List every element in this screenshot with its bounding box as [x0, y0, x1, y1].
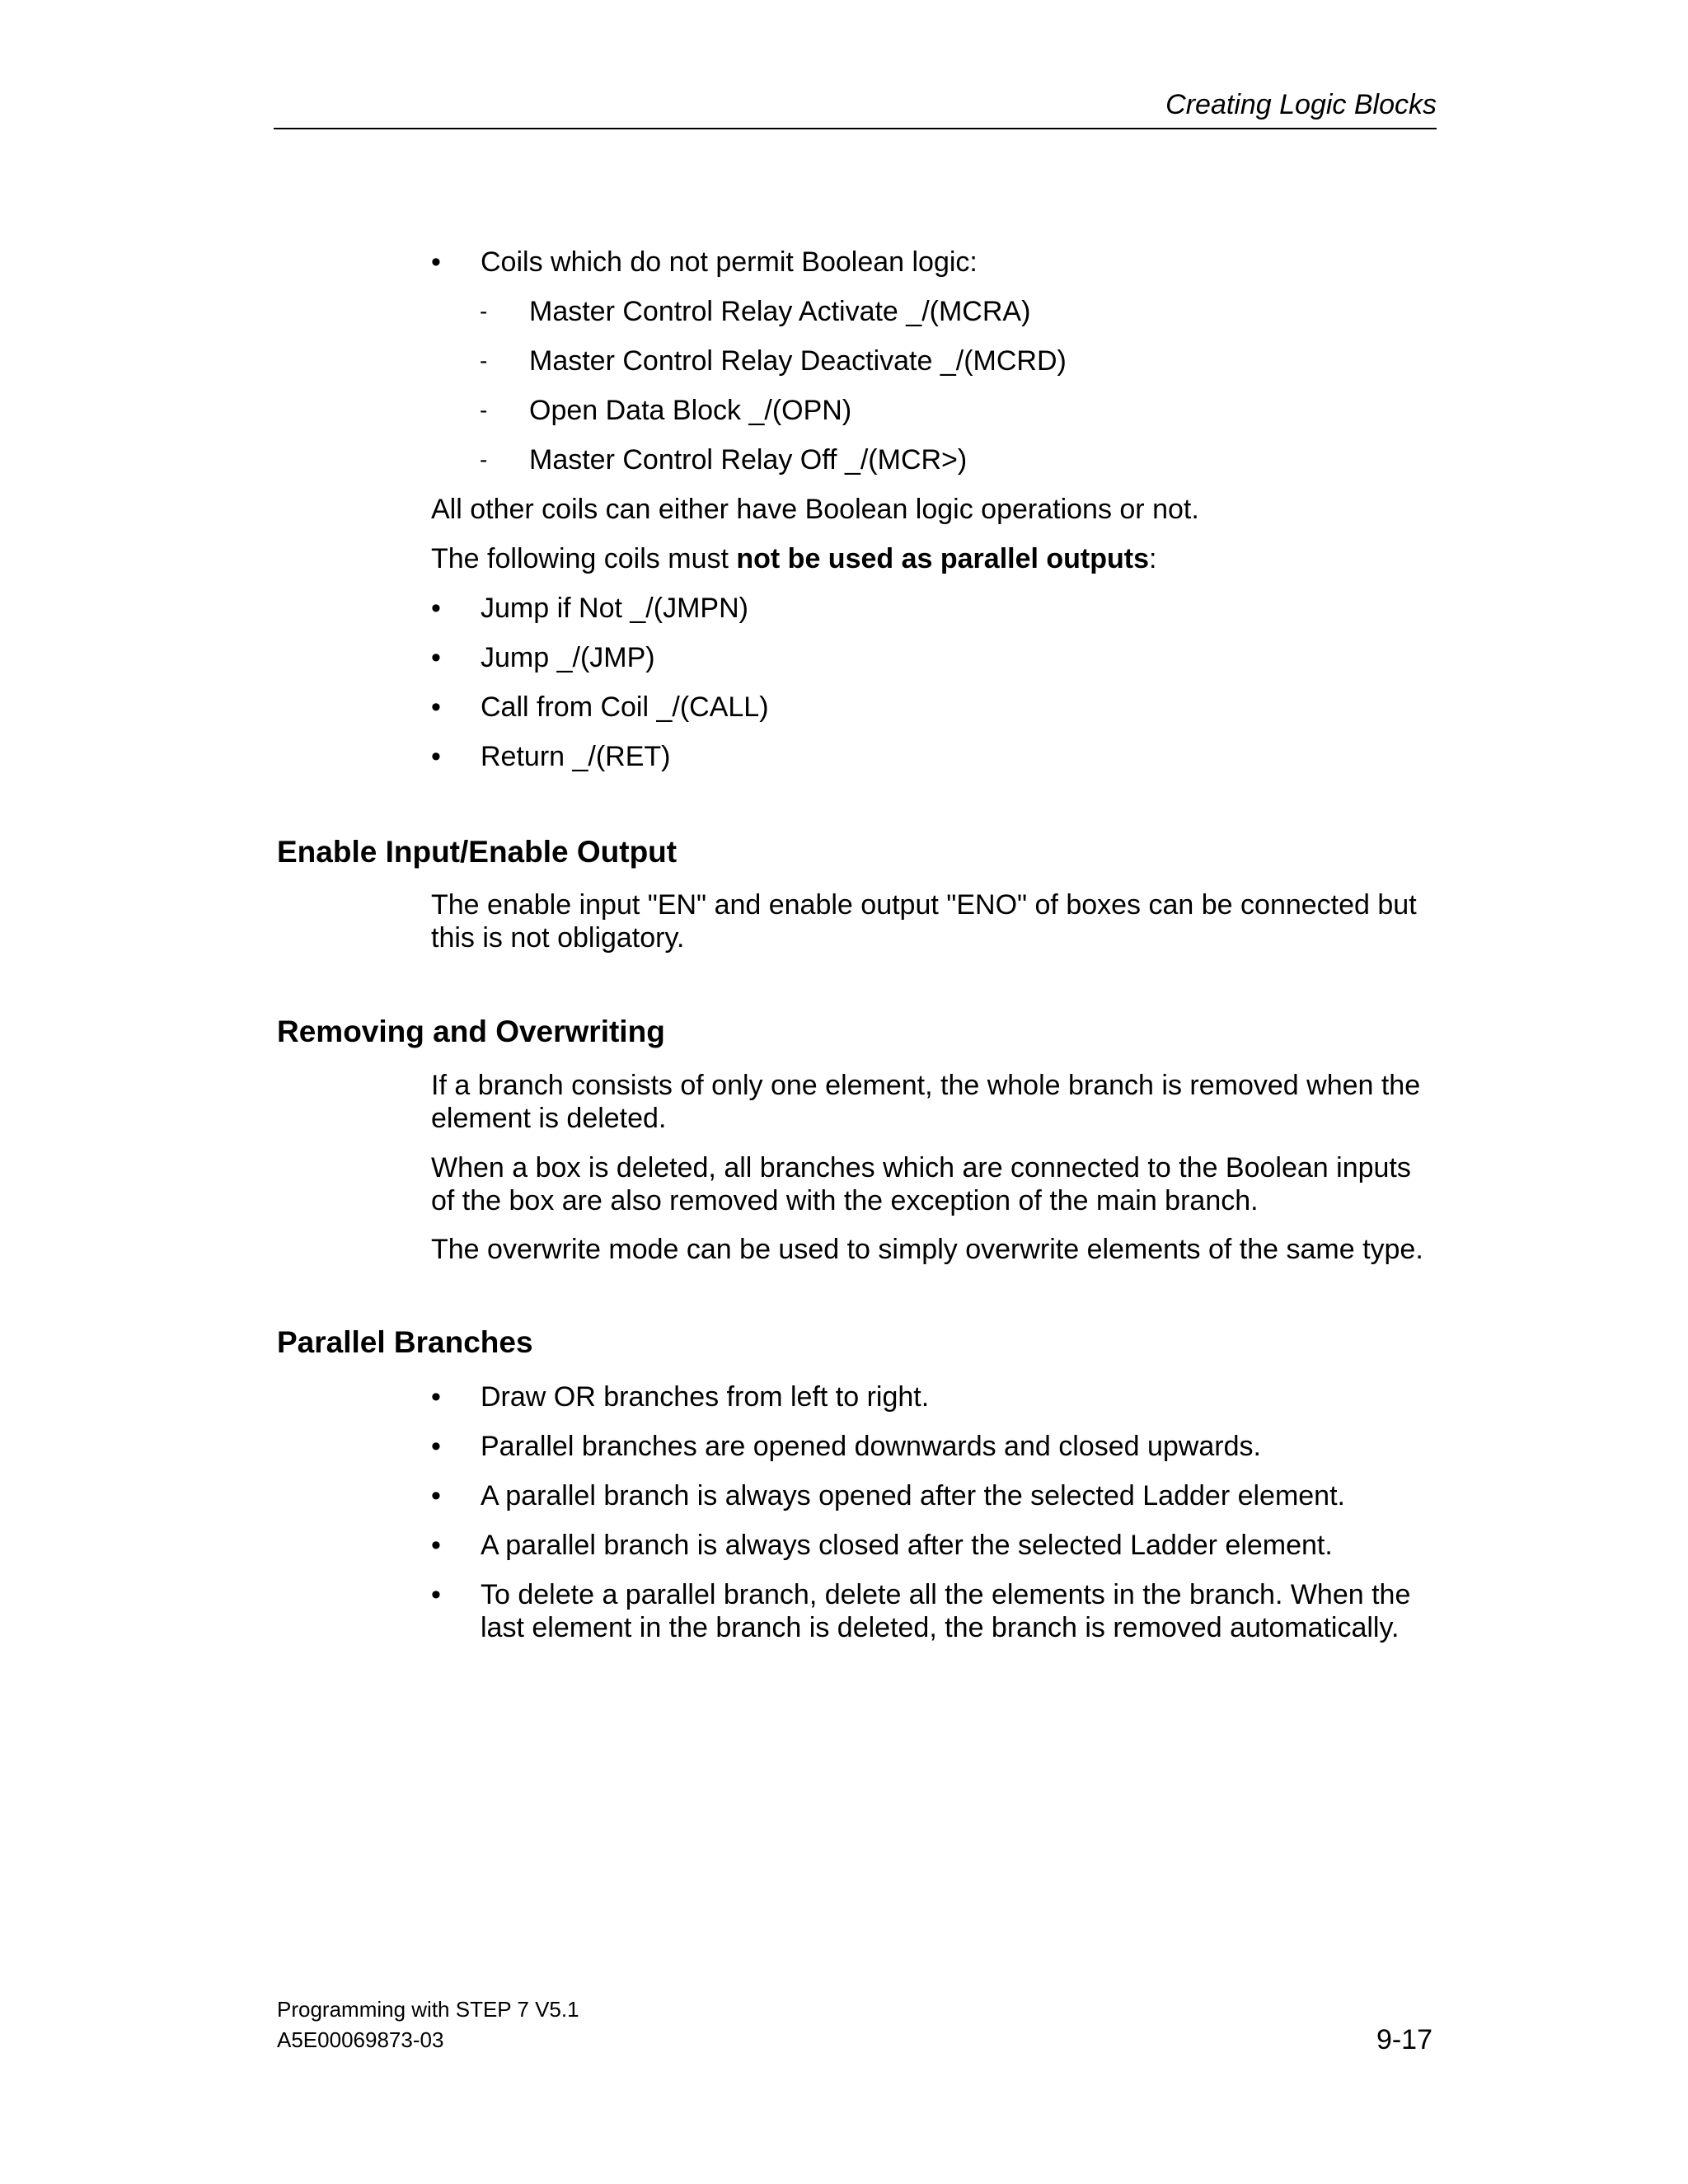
dash-icon: -	[480, 397, 488, 423]
list-item-text: A parallel branch is always opened after the selected Ladder element.	[481, 1480, 1345, 1511]
paragraph: When a box is deleted, all branches which are connected to the Boolean inputs of the box are also removed with the exception of the main branch.	[431, 1152, 1411, 1216]
list-item-text: Jump if Not _/(JMPN)	[481, 593, 748, 624]
list-item-text: Draw OR branches from left to right.	[481, 1381, 930, 1413]
list-item-text: Jump _/(JMP)	[481, 642, 655, 673]
header-rule	[274, 128, 1437, 129]
dash-icon: -	[480, 447, 488, 472]
list-item-text: Open Data Block _/(OPN)	[529, 395, 852, 426]
list-item-text: A parallel branch is always closed after the selected Ladder element.	[481, 1530, 1333, 1561]
dash-icon: -	[480, 348, 488, 373]
footer-title: Programming with STEP 7 V5.1	[277, 1997, 579, 2022]
bullet-icon: •	[431, 642, 441, 673]
paragraph-text: The following coils must	[431, 543, 737, 574]
page-header-title: Creating Logic Blocks	[1165, 89, 1437, 120]
bullet-icon: •	[431, 691, 441, 723]
dash-icon: -	[480, 298, 488, 324]
paragraph: If a branch consists of only one element, the whole branch is removed when the element is deleted.	[431, 1070, 1421, 1134]
list-item-text: Coils which do not permit Boolean logic:	[481, 246, 978, 278]
paragraph	[431, 542, 1437, 575]
list-item-text: Master Control Relay Deactivate _/(MCRD)	[529, 345, 1067, 377]
paragraph-bold-text: not be used as parallel outputs	[736, 543, 1150, 574]
section-heading: Parallel Branches	[277, 1325, 533, 1359]
list-item-text: Master Control Relay Off _/(MCR>)	[529, 444, 968, 476]
section-heading: Removing and Overwriting	[277, 1015, 665, 1048]
bullet-icon: •	[431, 1431, 441, 1462]
list-item-text: To delete a parallel branch, delete all the elements in the branch. When the last element in the branch is deleted, the branch is removed automatically.	[481, 1579, 1411, 1643]
bullet-icon: •	[431, 1480, 441, 1511]
paragraph-text: :	[1149, 543, 1157, 574]
bullet-icon: •	[431, 1530, 441, 1561]
paragraph: The enable input "EN" and enable output "ENO" of boxes can be connected but this is not obligatory.	[431, 889, 1417, 954]
list-item-text: Master Control Relay Activate _/(MCRA)	[529, 296, 1031, 327]
bullet-icon: •	[431, 593, 441, 624]
list-item-text: Call from Coil _/(CALL)	[481, 691, 769, 723]
list-item-text: Parallel branches are opened downwards and closed upwards.	[481, 1431, 1261, 1462]
section-heading: Enable Input/Enable Output	[277, 835, 678, 869]
bullet-icon: •	[431, 741, 441, 772]
footer-doc-number: A5E00069873-03	[277, 2027, 444, 2052]
list-item-text: Return _/(RET)	[481, 741, 671, 772]
bullet-icon: •	[431, 246, 441, 278]
bullet-icon: •	[431, 1381, 441, 1413]
paragraph: The overwrite mode can be used to simply overwrite elements of the same type.	[431, 1234, 1423, 1265]
page-number: 9-17	[1376, 2024, 1432, 2055]
bullet-icon: •	[431, 1579, 441, 1610]
paragraph: All other coils can either have Boolean logic operations or not.	[431, 494, 1199, 525]
